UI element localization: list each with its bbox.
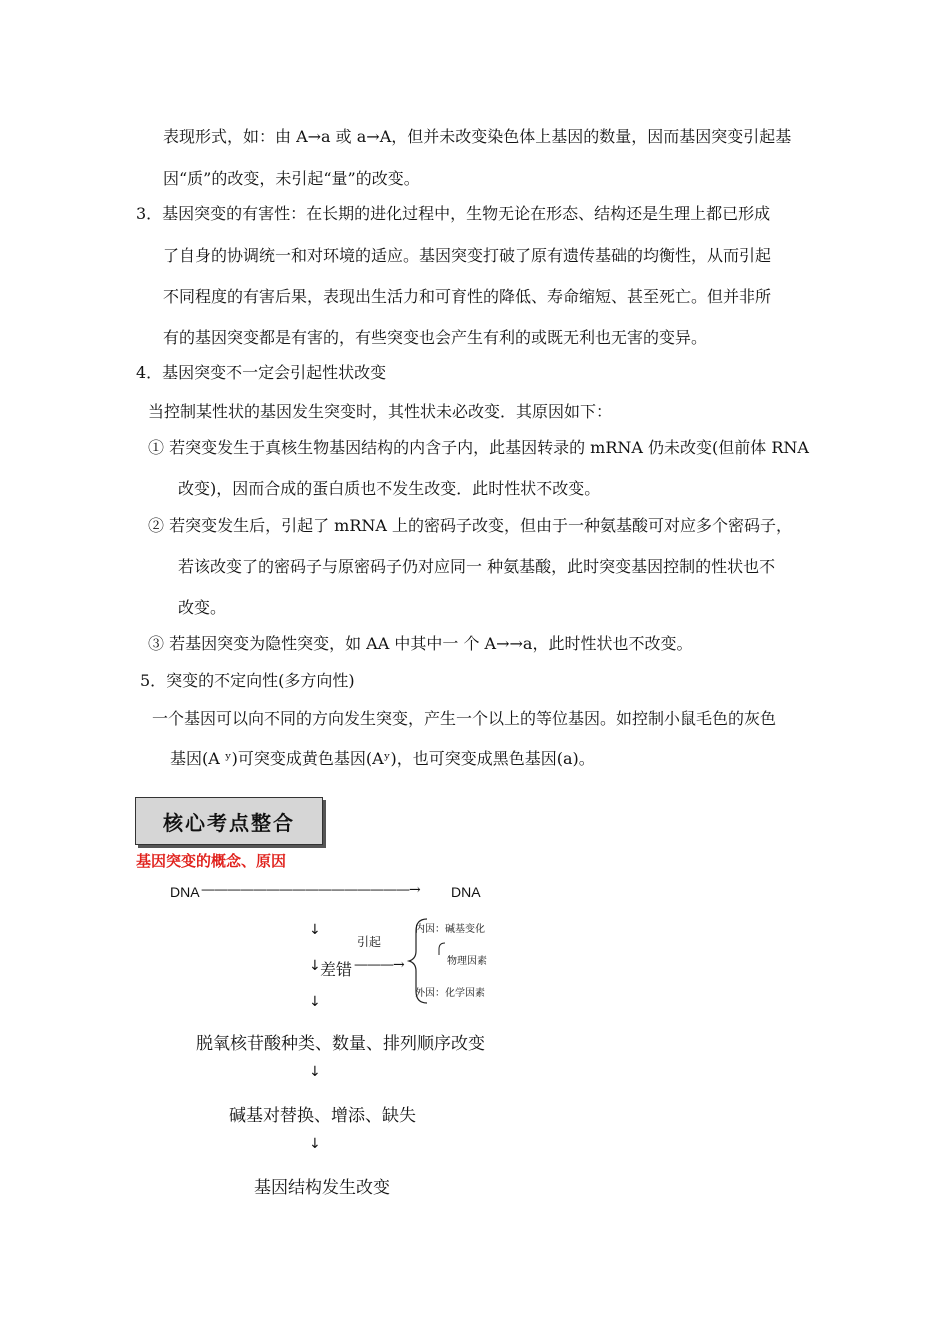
list-item-cont: 改变)，因而合成的蛋白质也不发生改变．此时性状不改变。	[178, 479, 601, 498]
section-3-line: 了自身的协调统一和对环境的适应。基因突变打破了原有遗传基础的均衡性，从而引起	[163, 246, 772, 265]
text-line: 表现形式，如：由 A→a 或 a→A，但并未改变染色体上基因的数量，因而基因突变引起基	[163, 127, 792, 146]
step-gene-structure-change: 基因结构发生改变	[254, 1178, 390, 1198]
section-5-line: 一个基因可以向不同的方向发生突变，产生一个以上的等位基因。如控制小鼠毛色的灰色	[152, 709, 777, 728]
section-3-line: 有的基因突变都是有害的，有些突变也会产生有利的或既无利也无害的变异。	[163, 328, 708, 347]
section-4-title: 4．基因突变不一定会引起性状改变	[136, 363, 387, 382]
physical-factor-label: 物理因素	[447, 956, 487, 967]
cause-label: 引起	[357, 935, 382, 949]
list-item: ② 若突变发生后，引起了 mRNA 上的密码子改变，但由于一种氨基酸可对应多个密码子，	[148, 516, 793, 535]
section-heading-box: 核心考点整合	[135, 797, 323, 845]
down-arrow-icon: ↓	[309, 958, 321, 974]
section-4-intro: 当控制某性状的基因发生突变时，其性状未必改变．其原因如下：	[148, 402, 613, 421]
error-arrow: ———→	[354, 957, 404, 973]
section-3-line: 3．基因突变的有害性：在长期的进化过程中，生物无论在形态、结构还是生理上都已形成	[136, 204, 771, 223]
step-nucleotide-change: 脱氧核苷酸种类、数量、排列顺序改变	[196, 1034, 485, 1054]
down-arrow-icon: ↓	[309, 994, 321, 1010]
section-3-line: 不同程度的有害后果，表现出生活力和可育性的降低、寿命缩短、甚至死亡。但并非所	[163, 287, 772, 306]
internal-cause-label: 内因：碱基变化	[415, 924, 485, 935]
dna-arrow-line: ————————————————→	[201, 882, 420, 898]
external-cause-label: 外因：化学因素	[415, 988, 485, 999]
list-item: ③ 若基因突变为隐性突变，如 AA 中其中一 个 A→→a，此时性状也不改变。	[148, 634, 693, 653]
down-arrow-icon: ↓	[309, 1064, 321, 1080]
text-line: 因“质”的改变，未引起“量”的改变。	[163, 169, 420, 188]
down-arrow-icon: ↓	[309, 1136, 321, 1152]
section-5-line: 基因(A ʸ)可突变成黄色基因(Aʸ)，也可突变成黑色基因(a)。	[170, 749, 595, 768]
list-item: ① 若突变发生于真核生物基因结构的内含子内，此基因转录的 mRNA 仍未改变(但前体 RNA	[148, 438, 809, 457]
list-item-cont: 若该改变了的密码子与原密码子仍对应同一 种氨基酸，此时突变基因控制的性状也不	[178, 557, 776, 576]
down-arrow-icon: ↓	[309, 922, 321, 938]
section-subtitle: 基因突变的概念、原因	[136, 852, 287, 870]
dna-label-left: DNA	[170, 884, 200, 900]
error-label: 差错	[320, 960, 353, 979]
section-5-title: 5．突变的不定向性(多方向性)	[140, 671, 355, 690]
list-item-cont: 改变。	[178, 598, 227, 617]
dna-label-right: DNA	[451, 884, 481, 900]
step-base-pair-change: 碱基对替换、增添、缺失	[229, 1106, 416, 1126]
